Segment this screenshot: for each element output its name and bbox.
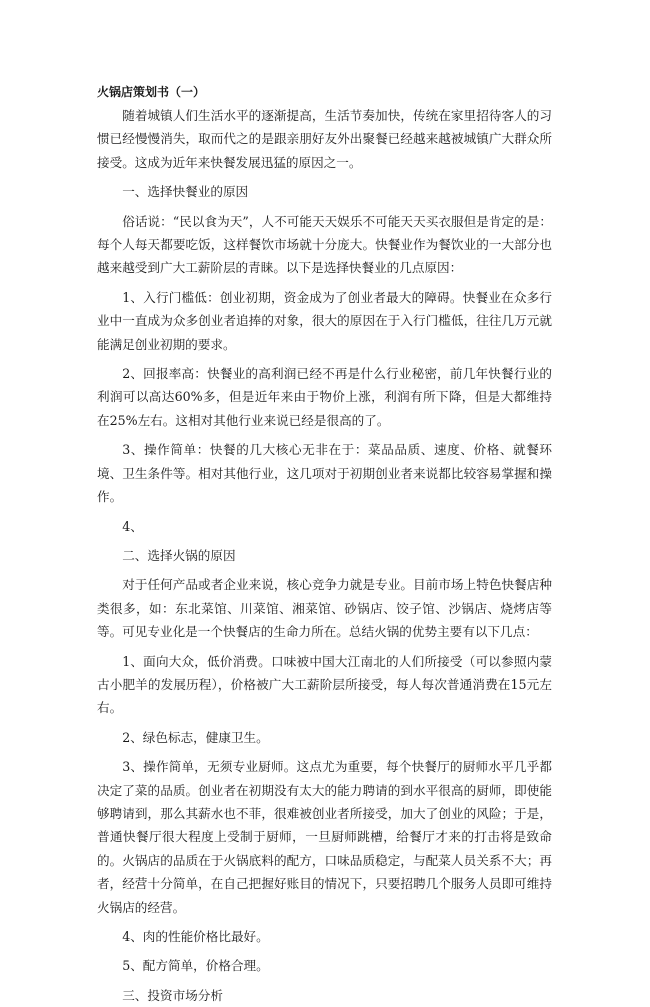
section-heading-1: 一、选择快餐业的原因	[122, 184, 249, 200]
advantage-item-4: 4、肉的性能价格比最好。	[122, 929, 269, 944]
list-item-1: 1、入行门槛低：创业初期，资金成为了创业者最大的障碍。快餐业在众多行业中一直成为众多创业者追捧的对象，很大的原因在于入行门槛低，往往几万元就能满足创业初期的要求。	[97, 289, 552, 352]
paragraph-proverb: 俗话说：“民以食为天”，人不可能天天娱乐不可能天天买衣服但是肯定的是：每个人每天都要吃饭，这样餐饮市场就十分庞大。快餐业作为餐饮业的一大部分也越来越受到广大工薪阶层的青睐。以下是选择快餐业的几点原因：	[97, 213, 552, 276]
advantage-item-3: 3、操作简单，无须专业厨师。这点尤为重要，每个快餐厅的厨师水平几乎都决定了菜的品质。创业者在初期没有太大的能力聘请的到水平很高的厨师，即使能够聘请到，那么其薪水也不菲，很难被创业者所接受，加大了创业的风险；于是，普通快餐厅很大程度上受制于厨师，一旦厨师跳槽，给餐厅才来的打击将是致命的。火锅店的品质在于火锅底料的配方，口味品质稳定，与配菜人员关系不大；再者，经营十分简单，在自己把握好账目的情况下，只要招聘几个服务人员即可维持火锅店的经营。	[97, 759, 552, 915]
section-heading-2: 二、选择火锅的原因	[122, 547, 236, 563]
list-item-2: 2、回报率高：快餐业的高利润已经不再是什么行业秘密，前几年快餐行业的利润可以高达60%多，但是近年来由于物价上涨，利润有所下降，但是大都维持在25%左右。这相对其他行业来说已经是很高的了。	[97, 366, 552, 428]
advantage-item-1: 1、面向大众，低价消费。口味被中国大江南北的人们所接受（可以参照内蒙古小肥羊的发展历程），价格被广大工薪阶层所接受，每人每次普通消费在15元左右。	[97, 653, 552, 716]
paragraph-core-competence: 对于任何产品或者企业来说，核心竞争力就是专业。目前市场上特色快餐店种类很多，如：东北菜馆、川菜馆、湘菜馆、砂锅店、饺子馆、沙锅店、烧烤店等等。可见专业化是一个快餐店的生命力所在。总结火锅的优势主要有以下几点：	[97, 577, 552, 640]
list-item-4: 4、	[122, 518, 143, 534]
document-page	[97, 82, 552, 1007]
section-heading-3: 三、投资市场分析	[122, 987, 223, 1003]
advantage-item-2: 2、绿色标志，健康卫生。	[122, 729, 269, 745]
paragraph-intro: 随着城镇人们生活水平的逐渐提高，生活节奏加快，传统在家里招待客人的习惯已经慢慢消失，取而代之的是跟亲朋好友外出聚餐已经越来越被城镇广大群众所接受。这成为近年来快餐发展迅猛的原因之一。	[97, 108, 552, 170]
document-title: 火锅店策划书（一）	[97, 85, 206, 99]
list-item-3: 3、操作简单：快餐的几大核心无非在于：菜品品质、速度、价格、就餐环境、卫生条件等。相对其他行业，这几项对于初期创业者来说都比较容易掌握和操作。	[97, 442, 552, 505]
advantage-item-5: 5、配方简单，价格合理。	[122, 958, 269, 974]
